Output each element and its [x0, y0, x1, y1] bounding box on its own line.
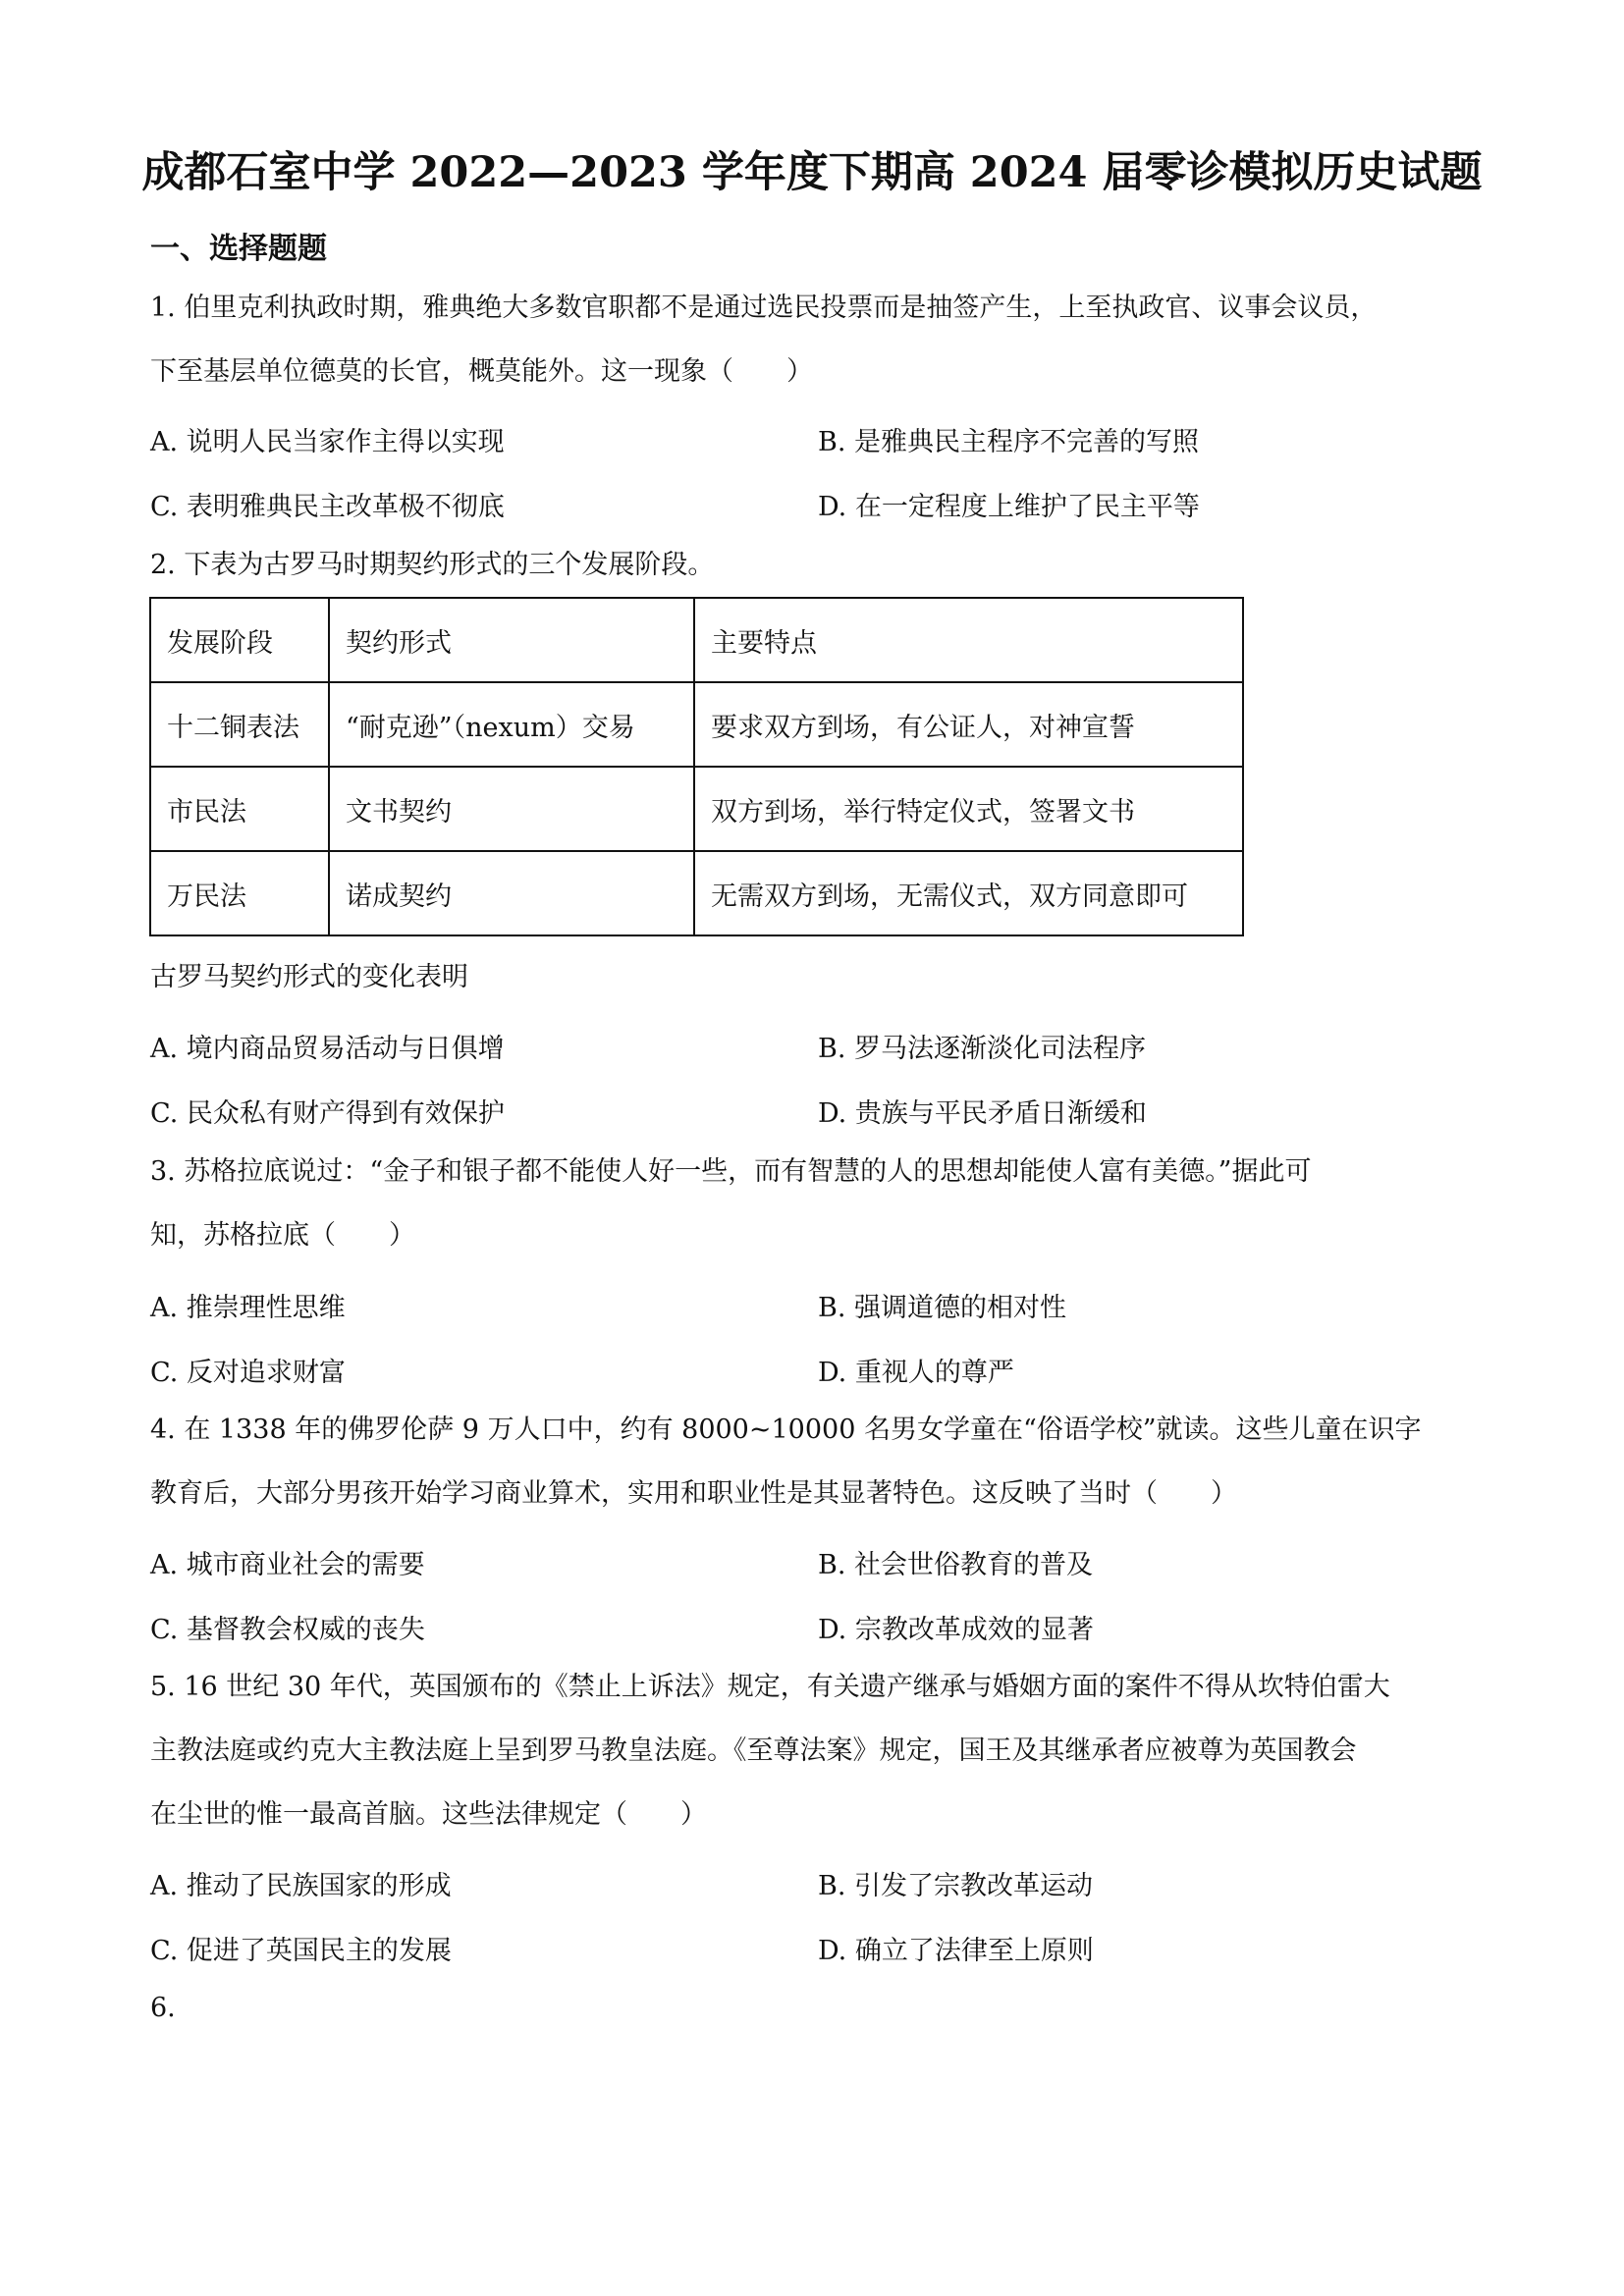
q5-line-2: 主教法庭或约克大主教法庭上呈到罗马教皇法庭。《至尊法案》规定，国王及其继承者应被尊为英国教会: [150, 1735, 1357, 1766]
q3-option-c: C. 反对追求财富: [150, 1358, 346, 1388]
q3-option-b: B. 强调道德的相对性: [818, 1293, 1067, 1323]
q5-option-c: C. 促进了英国民主的发展: [150, 1936, 452, 1966]
q3-option-a: A. 推崇理性思维: [150, 1293, 346, 1323]
q2-option-a: A. 境内商品贸易活动与日俱增: [150, 1034, 505, 1064]
table-cell: “耐克逊”（nexum）交易: [329, 682, 694, 767]
table-row: [150, 851, 1243, 935]
q2-option-d: D. 贵族与平民矛盾日渐缓和: [818, 1098, 1147, 1129]
q1-option-c: C. 表明雅典民主改革极不彻底: [150, 492, 505, 522]
q2-option-c: C. 民众私有财产得到有效保护: [150, 1098, 505, 1129]
table-row: [150, 682, 1243, 767]
q4-option-d: D. 宗教改革成效的显著: [818, 1615, 1094, 1645]
q2-stem-after: 古罗马契约形式的变化表明: [150, 962, 468, 992]
q1-option-a: A. 说明人民当家作主得以实现: [150, 427, 505, 457]
q5-option-b: B. 引发了宗教改革运动: [818, 1871, 1094, 1901]
q4-option-c: C. 基督教会权威的丧失: [150, 1615, 425, 1645]
q5-line-3: 在尘世的惟一最高首脑。这些法律规定（ ）: [150, 1799, 707, 1830]
contract-table: [149, 597, 1244, 936]
q6-number: 6.: [150, 1993, 176, 2023]
q3-line-1: 3. 苏格拉底说过：“金子和银子都不能使人好一些，而有智慧的人的思想却能使人富有美德。”据此可: [150, 1156, 1312, 1187]
table-header-cell: 契约形式: [329, 598, 694, 682]
q4-option-b: B. 社会世俗教育的普及: [818, 1550, 1094, 1580]
table-cell: 十二铜表法: [150, 682, 329, 767]
table-header-cell: 主要特点: [694, 598, 1243, 682]
table-row: [150, 767, 1243, 851]
table-header-row: [150, 598, 1243, 682]
table-header-cell: 发展阶段: [150, 598, 329, 682]
table-cell: 市民法: [150, 767, 329, 851]
table-cell: 文书契约: [329, 767, 694, 851]
table-cell: 无需双方到场，无需仪式，双方同意即可: [694, 851, 1243, 935]
q4-line-1: 4. 在 1338 年的佛罗伦萨 9 万人口中，约有 8000~10000 名男女学童在“俗语学校”就读。这些儿童在识字: [150, 1415, 1422, 1445]
q5-option-a: A. 推动了民族国家的形成: [150, 1871, 452, 1901]
table-cell: 要求双方到场，有公证人，对神宣誓: [694, 682, 1243, 767]
table-cell: 双方到场，举行特定仪式，签署文书: [694, 767, 1243, 851]
section-heading: 一、选择题题: [150, 232, 327, 266]
q2-line-1: 2. 下表为古罗马时期契约形式的三个发展阶段。: [150, 550, 715, 580]
q4-line-2: 教育后，大部分男孩开始学习商业算术，实用和职业性是其显著特色。这反映了当时（ ）: [150, 1478, 1237, 1509]
q4-option-a: A. 城市商业社会的需要: [150, 1550, 425, 1580]
q2-option-b: B. 罗马法逐渐淡化司法程序: [818, 1034, 1147, 1064]
q5-option-d: D. 确立了法律至上原则: [818, 1936, 1094, 1966]
table-cell: 诺成契约: [329, 851, 694, 935]
q3-line-2: 知，苏格拉底（ ）: [150, 1220, 415, 1251]
q1-option-d: D. 在一定程度上维护了民主平等: [818, 492, 1200, 522]
q3-option-d: D. 重视人的尊严: [818, 1358, 1014, 1388]
q1-line-2: 下至基层单位德莫的长官，概莫能外。这一现象（ ）: [150, 356, 813, 387]
q1-option-b: B. 是雅典民主程序不完善的写照: [818, 427, 1200, 457]
q1-line-1: 1. 伯里克利执政时期，雅典绝大多数官职都不是通过选民投票而是抽签产生，上至执政官、议事会议员，: [150, 293, 1378, 323]
table-cell: 万民法: [150, 851, 329, 935]
q5-line-1: 5. 16 世纪 30 年代，英国颁布的《禁止上诉法》规定，有关遗产继承与婚姻方面的案件不得从坎特伯雷大: [150, 1672, 1390, 1702]
exam-title: 成都石室中学 2022—2023 学年度下期高 2024 届零诊模拟历史试题: [141, 148, 1483, 197]
